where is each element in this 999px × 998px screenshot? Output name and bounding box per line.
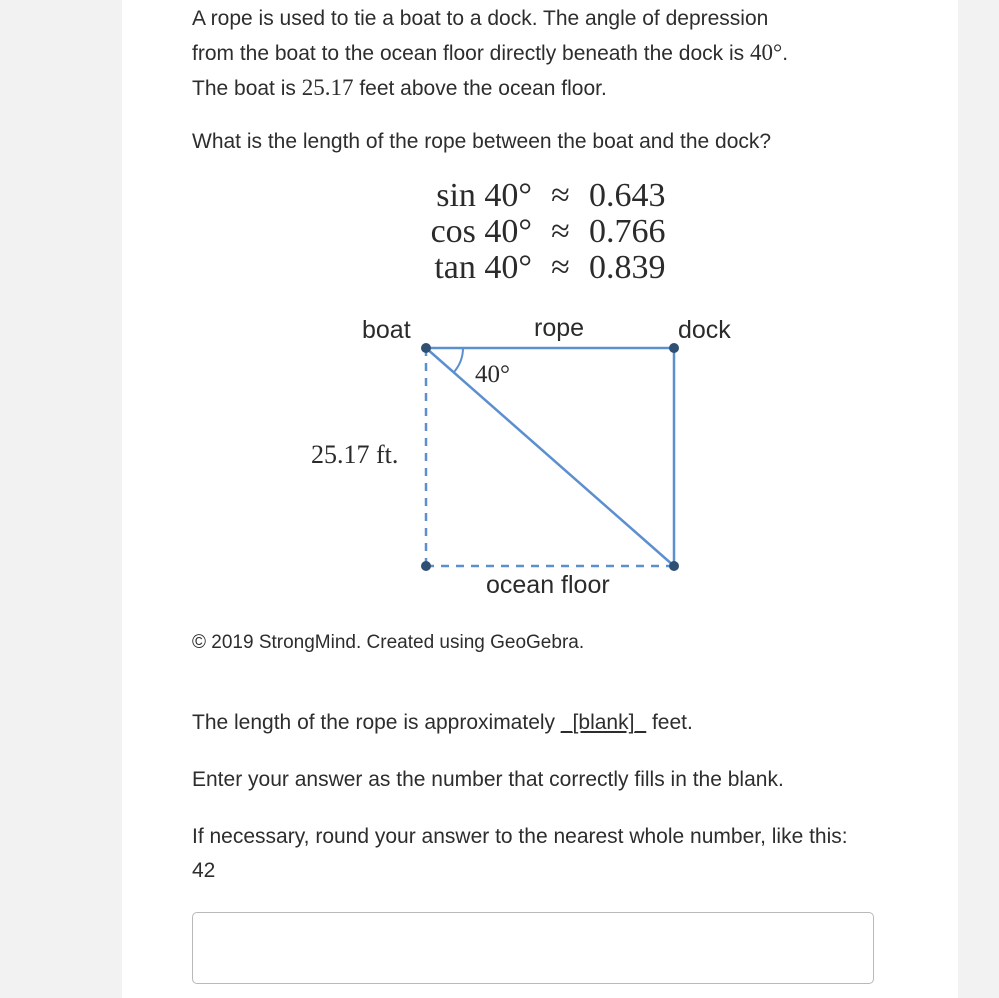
answer-input[interactable] [192, 912, 874, 984]
trig-row-sin: sin 40° ≈ 0.643 [436, 177, 666, 214]
question-card [122, 0, 958, 998]
depression-line [426, 348, 674, 566]
question-line-3: The boat is 25.17 feet above the ocean floor. [192, 75, 607, 100]
boat-dock-diagram [122, 300, 958, 610]
ocean-floor-label: ocean floor [486, 571, 610, 599]
question-line-2: from the boat to the ocean floor directly beneath the dock is 40°. [192, 40, 789, 65]
dock-point [669, 343, 679, 353]
floor-below-dock-point [669, 561, 679, 571]
trig-row-cos: cos 40° ≈ 0.766 [430, 213, 666, 250]
height-label: 25.17 ft. [311, 440, 399, 469]
question-line-1: A rope is used to tie a boat to a dock. The angle of depression [192, 7, 769, 30]
answer-instruction: Enter your answer as the number that correctly fills in the blank. [192, 768, 784, 791]
rope-label: rope [534, 314, 585, 342]
angle-arc [454, 348, 463, 372]
height-value: 25.17 [301, 75, 354, 100]
angle-value: 40° [750, 40, 783, 65]
rounding-instruction: If necessary, round your answer to the nearest whole number, like this: 42 [192, 825, 848, 882]
blank-placeholder: _[blank]_ [560, 711, 647, 734]
floor-below-boat-point [421, 561, 431, 571]
boat-label: boat [362, 316, 411, 344]
trig-values [422, 178, 666, 286]
dock-label: dock [678, 316, 731, 344]
question-prompt: What is the length of the rope between the boat and the dock? [192, 130, 772, 153]
angle-label: 40° [475, 361, 510, 388]
trig-row-tan: tan 40° ≈ 0.839 [434, 249, 666, 286]
answer-sentence: The length of the rope is approximately _[blank]_ feet. [192, 711, 693, 734]
question-text [192, 2, 892, 106]
boat-point [421, 343, 431, 353]
credit-text: © 2019 StrongMind. Created using GeoGebra. [192, 632, 585, 653]
